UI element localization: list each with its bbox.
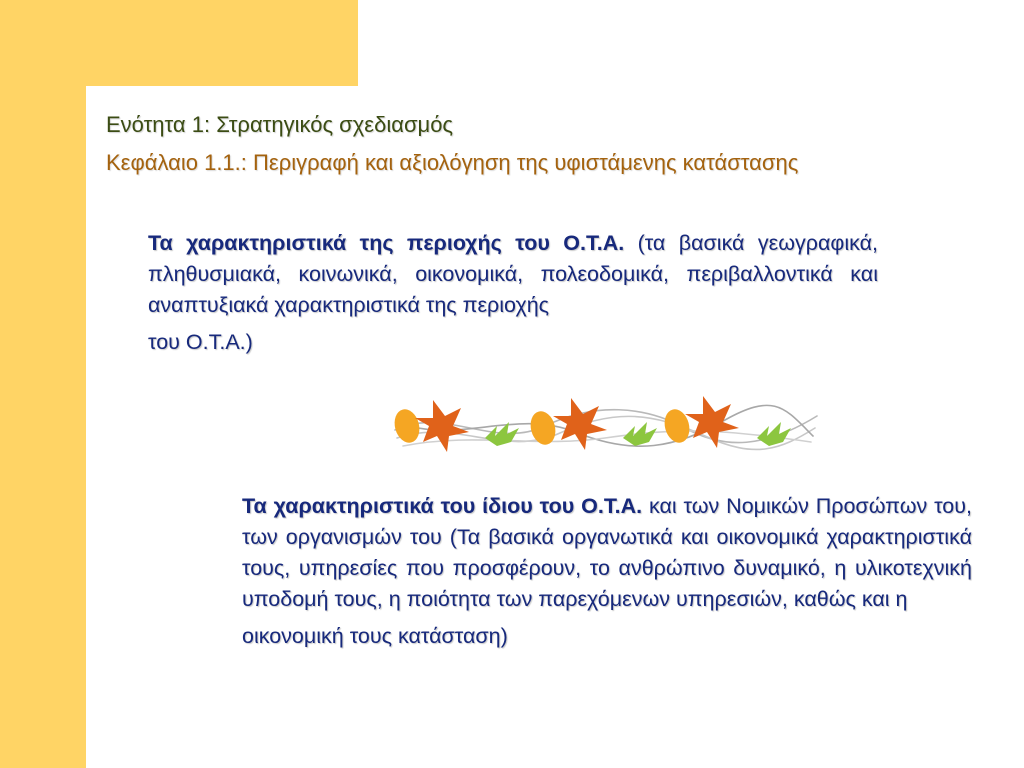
- green-leaf: [623, 422, 657, 446]
- paragraph-area-characteristics: [148, 228, 878, 358]
- paragraph-2-heading: Τα χαρακτηριστικά του ίδιου του Ο.Τ.Α.: [242, 494, 643, 518]
- paragraph-1-heading: Τα χαρακτηριστικά της περιοχής του Ο.Τ.Α.: [148, 231, 625, 255]
- green-leaf: [757, 422, 791, 446]
- paragraph-ota-characteristics: [242, 491, 972, 652]
- paragraph-1-tail: του Ο.Τ.Α.): [148, 330, 253, 354]
- paragraph-2-tail: οικονομική τους κατάσταση): [242, 624, 508, 648]
- paragraph-1-body: (τα βασικά γεωγραφικά, πληθυσμιακά, κοινωνικά, οικονομικά, πολεοδομικά, περιβαλλοντικά και αναπτυξιακά χαρακτηριστικά της περιοχής: [148, 231, 878, 317]
- paragraph-2-body: και των Νομικών Προσώπων του, των οργανισμών του (Τα βασικά οργανωτικά και οικονομικά χαρακτηριστικά τους, υπηρεσίες που προσφέρουν, το ανθρώπινο δυναμικό, η υλικοτεχνική υποδομή τους, η ποιότητα των παρεχόμενων υπηρεσιών, καθώς και η: [242, 494, 972, 611]
- garland-leaves: [391, 396, 791, 452]
- yellow-leaf: [391, 406, 423, 445]
- left-accent-band: [0, 0, 86, 768]
- leaf-garland-icon: [385, 388, 825, 458]
- orange-leaf: [685, 396, 739, 448]
- top-accent-band: [0, 0, 358, 86]
- orange-leaf: [553, 398, 607, 450]
- chapter-title: Κεφάλαιο 1.1.: Περιγραφή και αξιολόγηση της υφιστάμενης κατάστασης: [106, 150, 799, 175]
- yellow-leaf: [661, 406, 693, 445]
- section-title: Ενότητα 1: Στρατηγικός σχεδιασμός: [106, 112, 454, 137]
